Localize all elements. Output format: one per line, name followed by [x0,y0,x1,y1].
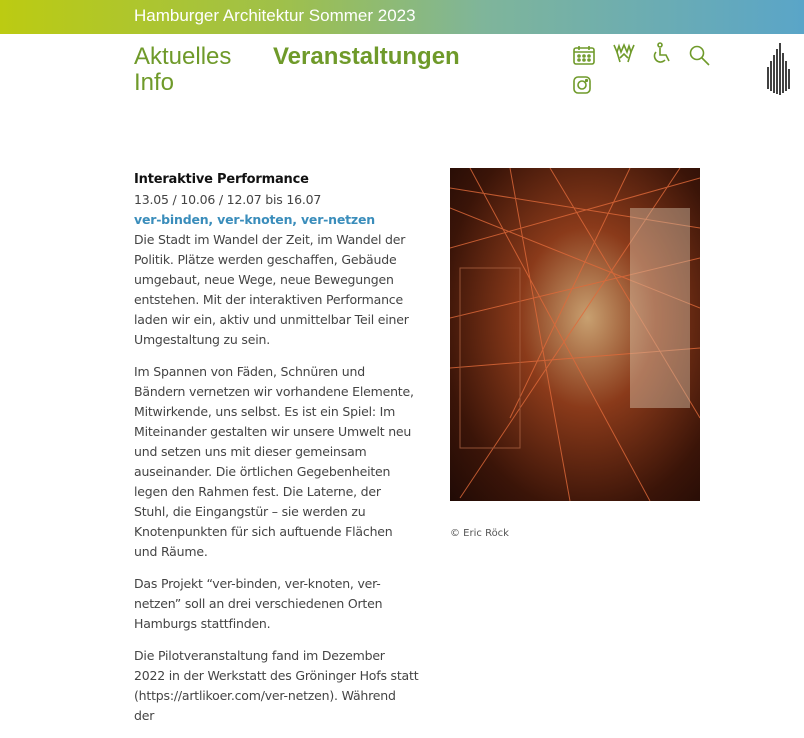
top-banner [0,0,804,34]
paragraph: Die Pilotveranstaltung fand im Dezember 2022 in der Werkstatt des Gröninger Hofs statt (https://artlikoer.com/ver-netzen). Während der [134,648,419,723]
event-photo [450,168,700,501]
hands-icon[interactable] [612,42,636,66]
paragraph: Die Stadt im Wandel der Zeit, im Wandel der Politik. Plätze werden geschaffen, Gebäude umgebaut, neue Wege, neue Bewegungen entstehen. Mit der interaktiven Performance laden wir ein, aktiv und unmittelbar Teil einer Umgestaltung zu sein. [134,232,409,347]
event-dates: 13.05 / 10.06 / 12.07 bis 16.07 [134,192,322,207]
photo-credit: © Eric Röck [450,528,509,539]
calendar-icon[interactable] [573,45,595,65]
paragraph: Im Spannen von Fäden, Schnüren und Bändern vernetzen wir vorhandene Elemente, Mitwirkende, uns selbst. Es ist ein Spiel: Im Miteinander gestalten wir unsere Umwelt neu und setzen uns mit dieser gemeinsam auseinander. Die örtlichen Gegebenheiten legen den Rahmen fest. Die Laterne, der Stuhl, die Eingangstür – sie werden zu Knotenpunkten für sich auftuende Flächen und Räume. [134,364,414,559]
nav-veranstaltungen[interactable]: Veranstaltungen [273,43,460,70]
event-category: Interaktive Performance [134,172,309,187]
logo-icon[interactable] [766,43,792,95]
event-subtitle: ver-binden, ver-knoten, ver-netzen [134,212,375,227]
nav-aktuelles[interactable]: Aktuelles [134,43,232,70]
accessibility-icon[interactable] [652,42,672,64]
paragraph: Das Projekt “ver-binden, ver-knoten, ver-netzen” soll an drei verschiedenen Orten Hamburgs stattfinden. [134,576,383,631]
search-icon[interactable] [689,45,710,66]
nav-info[interactable]: Info [134,69,175,96]
site-title[interactable]: Hamburger Architektur Sommer 2023 [134,6,416,25]
instagram-icon[interactable] [573,76,591,94]
event-article [134,170,419,738]
